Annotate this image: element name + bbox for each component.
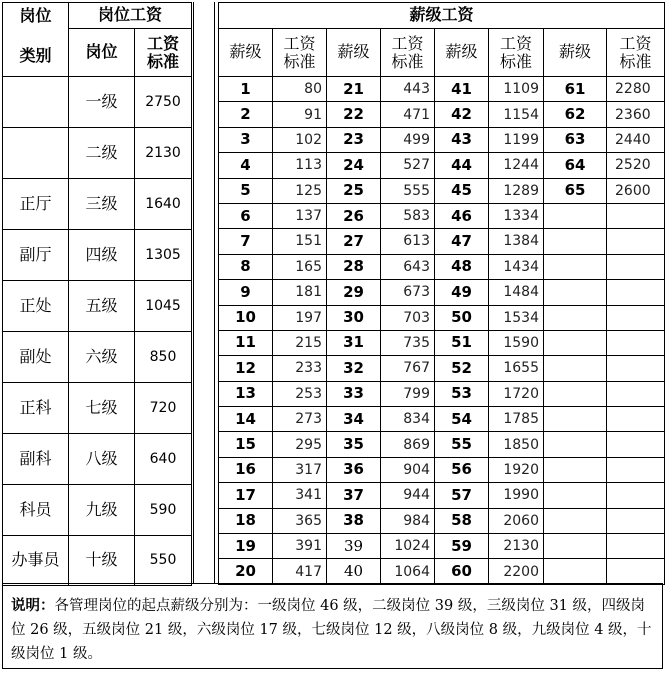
grade-standard-cell [607, 203, 665, 228]
grade-number-cell: 29 [327, 280, 381, 305]
position-level-cell: 六级 [69, 332, 135, 383]
grade-row [219, 356, 665, 381]
grade-standard-cell: 1720 [489, 381, 544, 406]
grade-standard-cell: 253 [273, 381, 327, 406]
grade-standard-cell: 799 [381, 381, 435, 406]
grade-standard-cell: 2200 [489, 559, 544, 584]
grade-number-cell: 62 [544, 102, 607, 127]
grade-number-cell [544, 305, 607, 330]
grade-number-cell: 41 [435, 77, 489, 102]
position-level-cell: 五级 [69, 281, 135, 332]
position-category-cell: 办事员 [3, 536, 69, 586]
grade-number-cell [544, 381, 607, 406]
grade-standard-cell: 2440 [607, 127, 665, 152]
grade-number-cell: 34 [327, 407, 381, 432]
grade-row [219, 153, 665, 178]
grade-row [219, 381, 665, 406]
position-row [3, 281, 192, 332]
grade-number-cell: 27 [327, 229, 381, 254]
grade-number-cell: 10 [219, 305, 273, 330]
position-row [3, 77, 192, 128]
grade-standard-column-header [489, 29, 544, 77]
position-category-cell [3, 128, 69, 179]
grade-standard-cell: 944 [381, 483, 435, 508]
grade-number-cell: 52 [435, 356, 489, 381]
grade-number-cell [544, 280, 607, 305]
grade-column-header: 薪级 [219, 29, 273, 77]
grade-standard-cell: 499 [381, 127, 435, 152]
grade-number-cell: 13 [219, 381, 273, 406]
grade-standard-cell: 443 [381, 77, 435, 102]
grade-number-cell: 4 [219, 153, 273, 178]
grade-standard-header-line1: 工资 [499, 33, 532, 53]
grade-number-cell: 21 [327, 77, 381, 102]
grade-standard-cell: 834 [381, 407, 435, 432]
grade-number-cell: 22 [327, 102, 381, 127]
grade-standard-cell: 295 [273, 432, 327, 457]
grade-standard-cell: 1590 [489, 330, 544, 355]
grade-standard-header-line1: 工资 [391, 33, 424, 53]
grade-standard-cell: 80 [273, 77, 327, 102]
grade-standard-header-line2: 标准 [391, 51, 424, 71]
grade-number-cell: 49 [435, 280, 489, 305]
position-standard-cell: 640 [135, 434, 192, 485]
explanation-note [2, 583, 663, 669]
grade-standard-cell: 613 [381, 229, 435, 254]
grade-standard-cell [607, 407, 665, 432]
note-text: 各管理岗位的起点薪级分别为：一级岗位 46 级，二级岗位 39 级，三级岗位 31 级，四级岗位 26 级，五级岗位 21 级，六级岗位 17 级，七级岗位 12 级，八级岗位 8 级，九级岗位 4 级，十级岗位 1 级。 [11, 598, 652, 662]
grade-row [219, 102, 665, 127]
grade-standard-cell: 1289 [489, 178, 544, 203]
grade-row [219, 203, 665, 228]
grade-number-cell: 57 [435, 483, 489, 508]
grade-standard-cell: 233 [273, 356, 327, 381]
grade-standard-cell: 215 [273, 330, 327, 355]
grade-standard-cell: 165 [273, 254, 327, 279]
grade-standard-cell [607, 457, 665, 482]
grade-standard-cell: 102 [273, 127, 327, 152]
grade-number-cell: 54 [435, 407, 489, 432]
grade-number-cell: 53 [435, 381, 489, 406]
grade-number-cell: 11 [219, 330, 273, 355]
grade-number-cell: 17 [219, 483, 273, 508]
grade-standard-column-header [607, 29, 665, 77]
grade-number-cell: 58 [435, 508, 489, 533]
grade-number-cell: 18 [219, 508, 273, 533]
grade-number-cell [544, 407, 607, 432]
grade-number-cell: 39 [327, 534, 381, 559]
grade-number-cell [544, 330, 607, 355]
grade-number-cell [544, 457, 607, 482]
position-standard-header-line1: 工资 [147, 33, 180, 53]
position-level-cell: 一级 [69, 77, 135, 128]
grade-number-cell: 40 [327, 559, 381, 584]
grade-number-cell: 31 [327, 330, 381, 355]
grade-row [219, 305, 665, 330]
grade-row [219, 432, 665, 457]
grade-standard-cell: 2520 [607, 153, 665, 178]
grade-number-cell: 64 [544, 153, 607, 178]
grade-row [219, 483, 665, 508]
grade-number-cell: 45 [435, 178, 489, 203]
grade-row [219, 457, 665, 482]
note-label: 说明： [11, 597, 55, 614]
grade-standard-cell [607, 305, 665, 330]
grade-standard-cell [607, 330, 665, 355]
grade-number-cell: 46 [435, 203, 489, 228]
grade-salary-title: 薪级工资 [219, 3, 665, 29]
position-standard-cell: 2130 [135, 128, 192, 179]
grade-standard-cell: 341 [273, 483, 327, 508]
grade-standard-cell [607, 229, 665, 254]
position-category-cell: 科员 [3, 485, 69, 536]
grade-standard-cell: 767 [381, 356, 435, 381]
grade-standard-cell: 273 [273, 407, 327, 432]
table-separator-line [214, 2, 215, 583]
grade-number-cell: 50 [435, 305, 489, 330]
position-standard-header [135, 29, 192, 77]
grade-number-cell [544, 356, 607, 381]
grade-number-cell: 12 [219, 356, 273, 381]
grade-standard-cell: 471 [381, 102, 435, 127]
position-level-cell: 十级 [69, 536, 135, 586]
grade-standard-cell [607, 483, 665, 508]
grade-number-cell: 35 [327, 432, 381, 457]
position-category-cell [3, 77, 69, 128]
grade-standard-cell [607, 534, 665, 559]
position-category-header-bottom: 类别 [19, 45, 52, 65]
grade-row [219, 127, 665, 152]
grade-standard-cell: 2360 [607, 102, 665, 127]
position-category-cell: 副处 [3, 332, 69, 383]
position-level-cell: 四级 [69, 230, 135, 281]
position-salary-table [2, 2, 192, 586]
grade-standard-header-line2: 标准 [619, 51, 652, 71]
grade-standard-cell: 1785 [489, 407, 544, 432]
position-standard-cell: 550 [135, 536, 192, 586]
grade-number-cell: 47 [435, 229, 489, 254]
grade-number-cell: 61 [544, 77, 607, 102]
grade-standard-cell: 703 [381, 305, 435, 330]
grade-number-cell: 6 [219, 203, 273, 228]
position-level-cell: 三级 [69, 179, 135, 230]
grade-standard-cell [607, 280, 665, 305]
grade-row [219, 254, 665, 279]
grade-standard-header-line2: 标准 [499, 51, 532, 71]
grade-standard-cell: 869 [381, 432, 435, 457]
grade-standard-cell: 391 [273, 534, 327, 559]
grade-standard-cell: 984 [381, 508, 435, 533]
grade-standard-cell: 527 [381, 153, 435, 178]
grade-row [219, 229, 665, 254]
position-row [3, 434, 192, 485]
grade-standard-cell [607, 432, 665, 457]
grade-standard-column-header [381, 29, 435, 77]
position-row [3, 230, 192, 281]
grade-number-cell: 15 [219, 432, 273, 457]
grade-row [219, 508, 665, 533]
grade-number-cell: 24 [327, 153, 381, 178]
grade-standard-cell: 904 [381, 457, 435, 482]
position-level-cell: 八级 [69, 434, 135, 485]
grade-standard-cell: 1920 [489, 457, 544, 482]
grade-row [219, 559, 665, 584]
grade-standard-cell: 1384 [489, 229, 544, 254]
grade-number-cell [544, 483, 607, 508]
grade-number-cell [544, 229, 607, 254]
grade-standard-column-header [273, 29, 327, 77]
grade-number-cell: 7 [219, 229, 273, 254]
grade-standard-cell: 735 [381, 330, 435, 355]
grade-number-cell [544, 559, 607, 584]
grade-number-cell: 43 [435, 127, 489, 152]
grade-salary-table [218, 2, 665, 585]
grade-number-cell [544, 203, 607, 228]
grade-number-cell: 26 [327, 203, 381, 228]
grade-number-cell: 55 [435, 432, 489, 457]
position-category-cell: 副厅 [3, 230, 69, 281]
grade-number-cell: 8 [219, 254, 273, 279]
grade-number-cell: 48 [435, 254, 489, 279]
grade-standard-cell [607, 381, 665, 406]
grade-number-cell: 63 [544, 127, 607, 152]
grade-standard-cell: 365 [273, 508, 327, 533]
grade-standard-cell [607, 508, 665, 533]
grade-standard-header-line2: 标准 [283, 51, 316, 71]
grade-number-cell [544, 508, 607, 533]
grade-standard-cell: 1064 [381, 559, 435, 584]
position-row [3, 332, 192, 383]
grade-standard-cell: 2280 [607, 77, 665, 102]
grade-number-cell [544, 534, 607, 559]
grade-number-cell: 23 [327, 127, 381, 152]
position-standard-cell: 850 [135, 332, 192, 383]
grade-number-cell: 28 [327, 254, 381, 279]
grade-standard-cell: 2600 [607, 178, 665, 203]
grade-number-cell: 16 [219, 457, 273, 482]
grade-standard-cell: 137 [273, 203, 327, 228]
grade-standard-cell: 1484 [489, 280, 544, 305]
grade-standard-cell: 2060 [489, 508, 544, 533]
grade-standard-cell: 583 [381, 203, 435, 228]
grade-row [219, 534, 665, 559]
position-category-cell: 副科 [3, 434, 69, 485]
grade-standard-header-line1: 工资 [619, 33, 652, 53]
grade-number-cell: 60 [435, 559, 489, 584]
grade-row [219, 77, 665, 102]
position-standard-header-line2: 标准 [147, 51, 180, 71]
grade-standard-cell: 1244 [489, 153, 544, 178]
position-category-header [3, 3, 69, 77]
grade-number-cell: 19 [219, 534, 273, 559]
grade-standard-cell: 673 [381, 280, 435, 305]
grade-number-cell: 2 [219, 102, 273, 127]
grade-standard-cell [607, 559, 665, 584]
grade-number-cell [544, 254, 607, 279]
grade-standard-cell: 1655 [489, 356, 544, 381]
position-row [3, 383, 192, 434]
grade-standard-cell: 113 [273, 153, 327, 178]
grade-standard-cell: 1109 [489, 77, 544, 102]
grade-number-cell: 51 [435, 330, 489, 355]
grade-number-cell: 33 [327, 381, 381, 406]
grade-standard-cell: 1990 [489, 483, 544, 508]
grade-standard-cell [607, 254, 665, 279]
grade-standard-cell: 417 [273, 559, 327, 584]
position-row [3, 536, 192, 586]
grade-number-cell: 65 [544, 178, 607, 203]
grade-column-header: 薪级 [435, 29, 489, 77]
grade-number-cell: 30 [327, 305, 381, 330]
grade-standard-cell: 317 [273, 457, 327, 482]
grade-row [219, 407, 665, 432]
grade-number-cell [544, 432, 607, 457]
grade-standard-cell: 151 [273, 229, 327, 254]
grade-number-cell: 5 [219, 178, 273, 203]
position-row [3, 179, 192, 230]
grade-number-cell: 37 [327, 483, 381, 508]
grade-standard-cell [607, 356, 665, 381]
grade-standard-cell: 1534 [489, 305, 544, 330]
grade-number-cell: 38 [327, 508, 381, 533]
grade-standard-cell: 1850 [489, 432, 544, 457]
grade-number-cell: 1 [219, 77, 273, 102]
grade-row [219, 280, 665, 305]
grade-number-cell: 36 [327, 457, 381, 482]
grade-standard-cell: 643 [381, 254, 435, 279]
position-category-header-top: 岗位 [19, 6, 52, 25]
grade-number-cell: 44 [435, 153, 489, 178]
grade-standard-cell: 1199 [489, 127, 544, 152]
table-separator-line [193, 2, 194, 583]
position-level-cell: 九级 [69, 485, 135, 536]
position-standard-cell: 1045 [135, 281, 192, 332]
grade-number-cell: 25 [327, 178, 381, 203]
grade-standard-cell: 1024 [381, 534, 435, 559]
grade-column-header: 薪级 [544, 29, 607, 77]
grade-number-cell: 56 [435, 457, 489, 482]
position-level-cell: 二级 [69, 128, 135, 179]
grade-row [219, 178, 665, 203]
grade-number-cell: 14 [219, 407, 273, 432]
position-standard-cell: 1640 [135, 179, 192, 230]
grade-standard-cell: 1434 [489, 254, 544, 279]
position-standard-cell: 720 [135, 383, 192, 434]
position-row [3, 128, 192, 179]
position-standard-cell: 2750 [135, 77, 192, 128]
position-level-cell: 七级 [69, 383, 135, 434]
position-standard-cell: 1305 [135, 230, 192, 281]
position-level-header: 岗位 [69, 29, 135, 77]
grade-standard-cell: 125 [273, 178, 327, 203]
grade-number-cell: 9 [219, 280, 273, 305]
grade-number-cell: 3 [219, 127, 273, 152]
grade-standard-cell: 197 [273, 305, 327, 330]
position-standard-cell: 590 [135, 485, 192, 536]
position-category-cell: 正厅 [3, 179, 69, 230]
grade-standard-cell: 2130 [489, 534, 544, 559]
grade-number-cell: 20 [219, 559, 273, 584]
grade-column-header: 薪级 [327, 29, 381, 77]
grade-number-cell: 42 [435, 102, 489, 127]
grade-standard-cell: 555 [381, 178, 435, 203]
grade-standard-cell: 1154 [489, 102, 544, 127]
grade-standard-cell: 91 [273, 102, 327, 127]
grade-row [219, 330, 665, 355]
grade-number-cell: 32 [327, 356, 381, 381]
grade-standard-cell: 181 [273, 280, 327, 305]
grade-number-cell: 59 [435, 534, 489, 559]
position-category-cell: 正科 [3, 383, 69, 434]
grade-standard-header-line1: 工资 [283, 33, 316, 53]
position-row [3, 485, 192, 536]
position-salary-group-header: 岗位工资 [69, 3, 192, 29]
grade-standard-cell: 1334 [489, 203, 544, 228]
position-category-cell: 正处 [3, 281, 69, 332]
